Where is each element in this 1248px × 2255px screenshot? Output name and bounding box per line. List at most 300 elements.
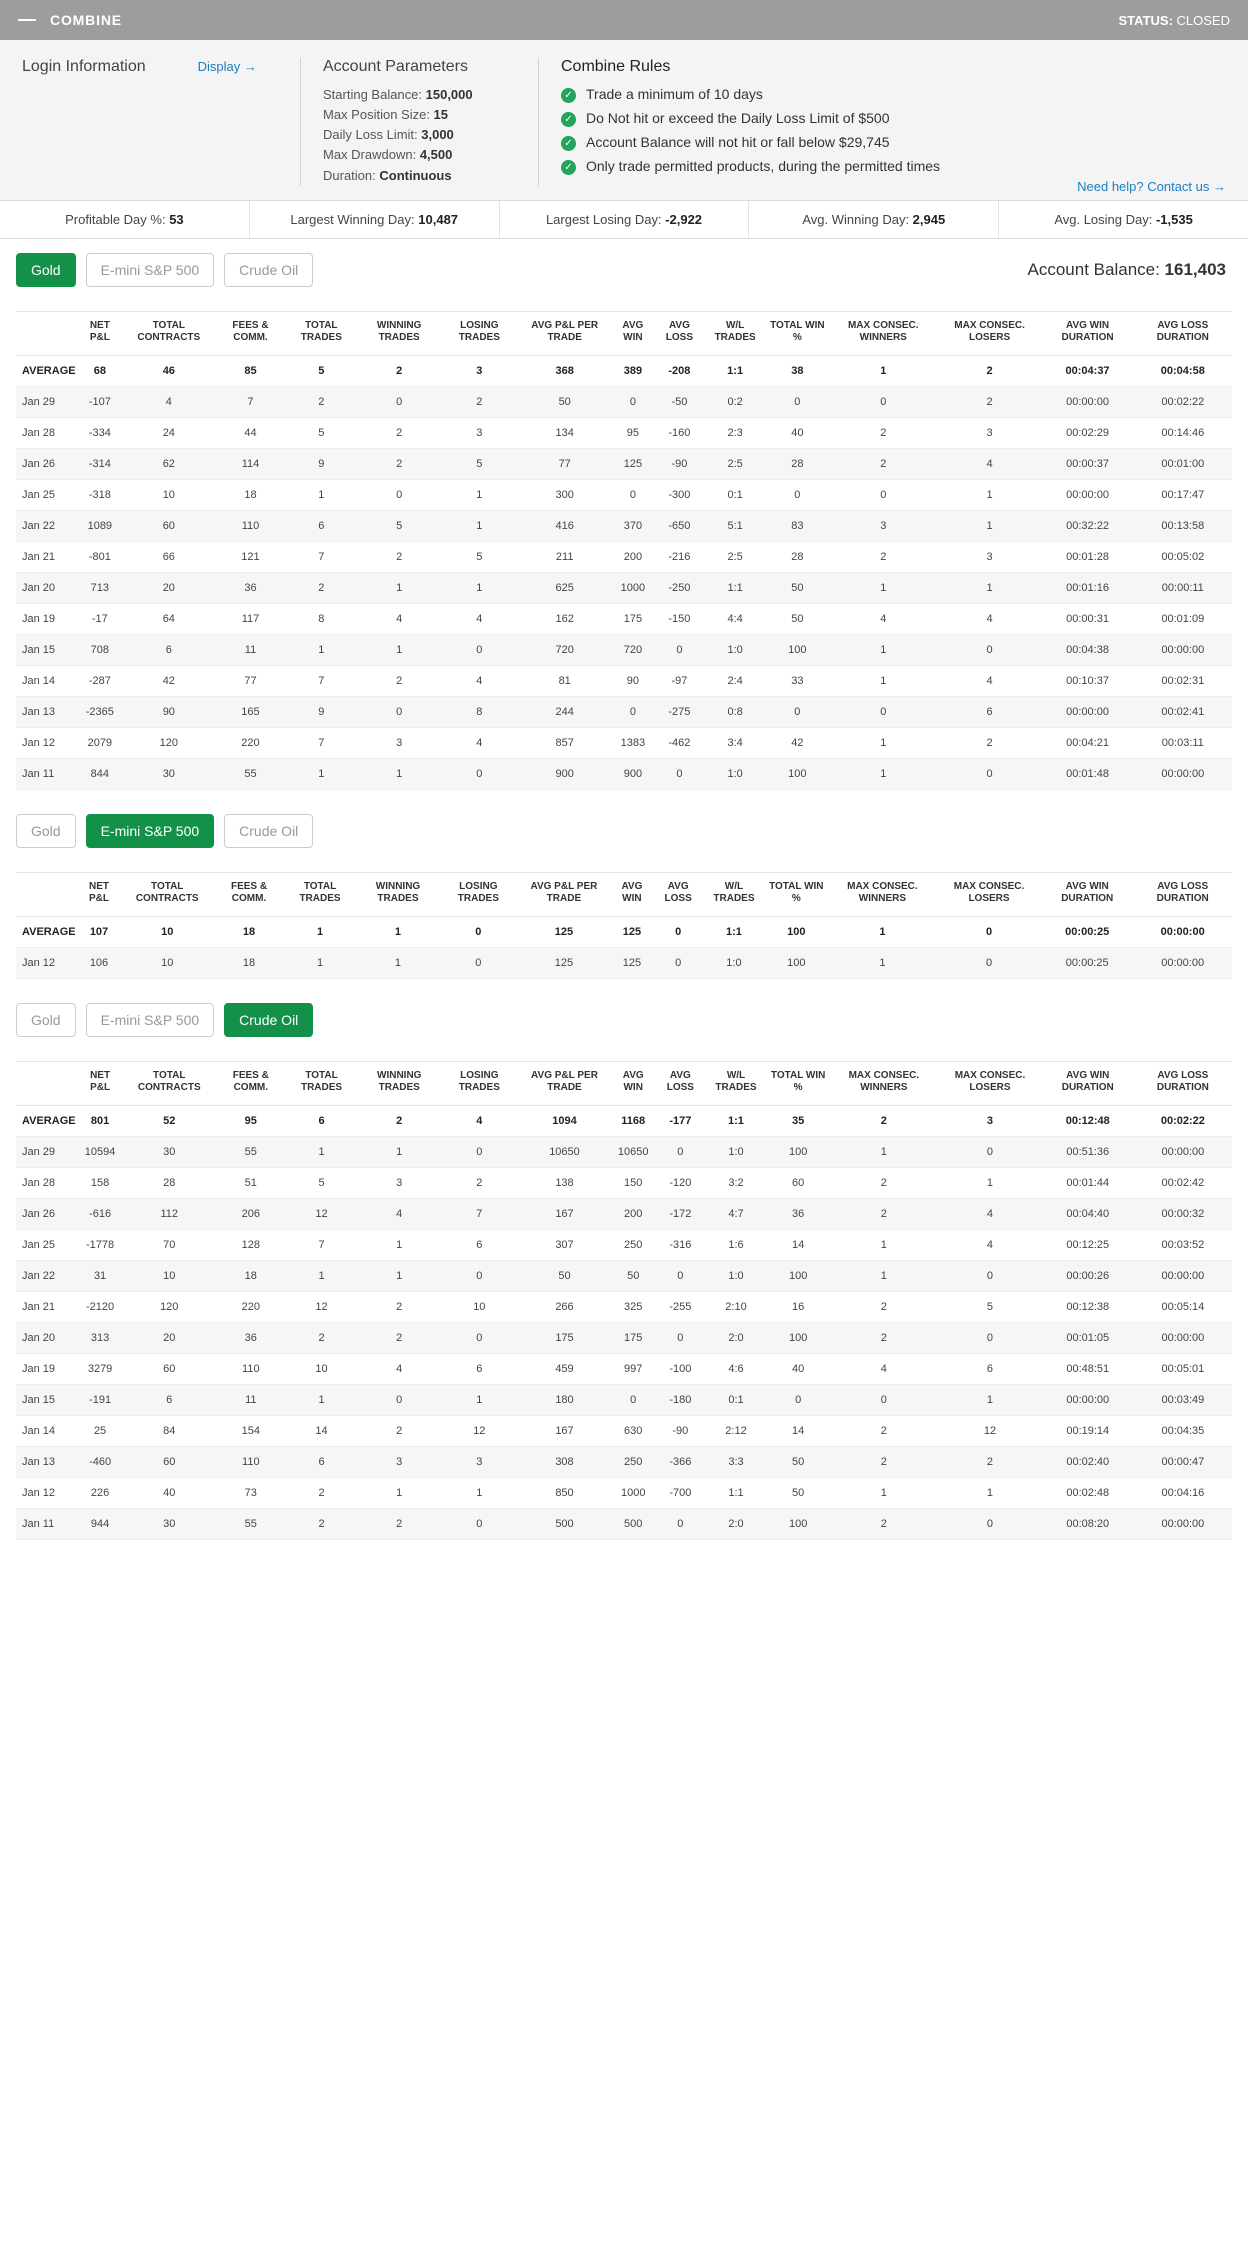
table-cell: 0 <box>441 634 518 665</box>
col-losing-trades: LOSING TRADES <box>440 872 518 916</box>
table-cell: 3279 <box>78 1353 122 1384</box>
table-cell: 125 <box>611 916 654 947</box>
col-total-contracts: TOTAL CONTRACTS <box>122 1061 216 1105</box>
table-cell: 3 <box>441 355 518 386</box>
table-cell: 2:4 <box>704 665 766 696</box>
table-cell: 00:03:52 <box>1134 1229 1232 1260</box>
table-cell: 900 <box>518 758 611 789</box>
table-cell: 0 <box>653 947 703 978</box>
table-cell: 00:03:49 <box>1134 1384 1232 1415</box>
table-cell: 4 <box>441 1105 518 1136</box>
table-cell: 00:00:00 <box>1134 1322 1232 1353</box>
col-total-trades: TOTAL TRADES <box>285 311 358 355</box>
table-cell: 4 <box>358 1198 441 1229</box>
row-label: Jan 29 <box>16 1136 78 1167</box>
table-cell: 100 <box>765 916 828 947</box>
table-cell: 00:00:25 <box>1041 916 1133 947</box>
table-cell: 0 <box>766 696 829 727</box>
table-cell: -107 <box>78 386 122 417</box>
col-avg-loss: AVG LOSS <box>655 1061 705 1105</box>
table-cell: 00:00:31 <box>1041 603 1133 634</box>
table-cell: 00:00:26 <box>1042 1260 1134 1291</box>
table-cell: 4 <box>122 386 216 417</box>
table-cell: -314 <box>78 448 122 479</box>
table-cell: 16 <box>767 1291 830 1322</box>
table-cell: 4 <box>441 665 518 696</box>
table-cell: 14 <box>767 1229 830 1260</box>
table-cell: 2 <box>830 1198 939 1229</box>
table-cell: 200 <box>611 541 654 572</box>
table-cell: -17 <box>78 603 122 634</box>
table-cell: 2 <box>830 1291 939 1322</box>
table-cell: 50 <box>766 603 829 634</box>
table-cell: 00:00:00 <box>1134 1508 1232 1539</box>
col-max-consec-winners: MAX CONSEC. WINNERS <box>828 872 937 916</box>
table-cell: 0 <box>358 479 441 510</box>
table-cell: 1 <box>284 916 357 947</box>
table-cell: 2 <box>830 1105 939 1136</box>
table-cell: 720 <box>611 634 654 665</box>
table-cell: 14 <box>767 1415 830 1446</box>
account-balance: Account Balance: 161,403 <box>1027 259 1226 279</box>
table-cell: 244 <box>518 696 611 727</box>
table-cell: 2 <box>285 1322 358 1353</box>
table-cell: 120 <box>122 1291 216 1322</box>
table-cell: 110 <box>216 510 285 541</box>
table-cell: 95 <box>611 417 654 448</box>
table-cell: 713 <box>78 572 122 603</box>
table-cell: 2 <box>829 448 938 479</box>
stats-table-crude-oil <box>16 1061 1232 1540</box>
param-starting-balance: Starting Balance: 150,000 <box>323 87 473 102</box>
stat-profitable-day-pct: Profitable Day %: 53 <box>0 201 250 238</box>
info-panel <box>0 40 1248 201</box>
top-bar <box>0 0 1248 40</box>
table-cell: -97 <box>654 665 704 696</box>
row-label: Jan 19 <box>16 603 78 634</box>
table-cell: 2 <box>358 1415 441 1446</box>
table-cell: 125 <box>611 448 654 479</box>
tab-emini-sp500-1[interactable]: E-mini S&P 500 <box>86 253 215 287</box>
table-row <box>16 479 1232 510</box>
table-cell: 0 <box>654 634 704 665</box>
table-cell: 55 <box>216 1508 285 1539</box>
table-cell: 36 <box>216 572 285 603</box>
table-cell: 1 <box>358 1477 441 1508</box>
table-cell: -90 <box>654 448 704 479</box>
table-cell: 3:4 <box>704 727 766 758</box>
table-cell: 00:14:46 <box>1134 417 1232 448</box>
col-avg-pl-per-trade: AVG P&L PER TRADE <box>517 872 611 916</box>
table-row <box>16 1353 1232 1384</box>
display-link[interactable]: Display → <box>197 59 257 74</box>
table-cell: 7 <box>285 665 358 696</box>
tab-gold-1[interactable]: Gold <box>16 253 76 287</box>
table-cell: 1 <box>358 758 441 789</box>
stat-largest-losing-day: Largest Losing Day: -2,922 <box>500 201 750 238</box>
table-cell: 389 <box>611 355 654 386</box>
table-cell: 0 <box>441 1322 518 1353</box>
row-label: Jan 29 <box>16 386 78 417</box>
table-cell: -90 <box>655 1415 705 1446</box>
table-cell: 3 <box>441 1446 518 1477</box>
table-cell: 801 <box>78 1105 122 1136</box>
hamburger-icon[interactable] <box>18 19 36 21</box>
col-winning-trades: WINNING TRADES <box>356 872 439 916</box>
col-avg-loss: AVG LOSS <box>653 872 703 916</box>
table-cell: 95 <box>216 1105 285 1136</box>
rule-text: Do Not hit or exceed the Daily Loss Limit of $500 <box>586 110 890 126</box>
table-cell: -120 <box>655 1167 705 1198</box>
rule-text: Account Balance will not hit or fall below $29,745 <box>586 134 890 150</box>
table-cell: 2 <box>285 1508 358 1539</box>
table-cell: 50 <box>611 1260 655 1291</box>
table-cell: 125 <box>611 947 654 978</box>
account-parameters-title: Account Parameters <box>323 58 468 75</box>
table-cell: 2 <box>441 386 518 417</box>
table-cell: 33 <box>766 665 829 696</box>
row-label: AVERAGE <box>16 355 78 386</box>
col-winning-trades: WINNING TRADES <box>358 311 441 355</box>
table-cell: 3:3 <box>705 1446 767 1477</box>
table-cell: 1 <box>284 947 357 978</box>
table-cell: 0 <box>938 1508 1042 1539</box>
table-cell: 00:04:58 <box>1134 355 1232 386</box>
product-tabs-3 <box>0 989 1248 1047</box>
table-cell: 00:05:14 <box>1134 1291 1232 1322</box>
table-cell: 2:0 <box>705 1322 767 1353</box>
table-cell: 1 <box>358 1229 441 1260</box>
col-avg-loss-duration: AVG LOSS DURATION <box>1134 1061 1232 1105</box>
table-cell: 52 <box>122 1105 216 1136</box>
stats-table-body-gold <box>16 355 1232 789</box>
table-cell: 30 <box>122 1136 216 1167</box>
table-cell: 8 <box>441 696 518 727</box>
product-tabs-1 <box>0 239 1248 297</box>
table-cell: 226 <box>78 1477 122 1508</box>
table-cell: 325 <box>611 1291 655 1322</box>
table-cell: 0:8 <box>704 696 766 727</box>
table-cell: 211 <box>518 541 611 572</box>
table-cell: -160 <box>654 417 704 448</box>
table-cell: 0 <box>938 634 1042 665</box>
table-cell: -366 <box>655 1446 705 1477</box>
row-label: Jan 25 <box>16 479 78 510</box>
col-losing-trades: LOSING TRADES <box>441 1061 518 1105</box>
tab-gold-3[interactable]: Gold <box>16 1003 76 1037</box>
table-cell: 0 <box>441 758 518 789</box>
table-cell: 1000 <box>611 572 654 603</box>
table-cell: 6 <box>285 1105 358 1136</box>
table-row <box>16 355 1232 386</box>
table-cell: 60 <box>122 510 216 541</box>
col-total-win-pct: TOTAL WIN % <box>766 311 829 355</box>
table-cell: 250 <box>611 1229 655 1260</box>
table-cell: 1:1 <box>705 1477 767 1508</box>
col-total-contracts: TOTAL CONTRACTS <box>122 311 216 355</box>
table-cell: 1 <box>829 665 938 696</box>
table-cell: 00:00:00 <box>1042 1384 1134 1415</box>
table-row <box>16 572 1232 603</box>
table-cell: 50 <box>518 1260 611 1291</box>
table-cell: 90 <box>611 665 654 696</box>
table-cell: 28 <box>766 541 829 572</box>
table-cell: 18 <box>214 916 283 947</box>
table-cell: 5 <box>441 541 518 572</box>
table-cell: -462 <box>654 727 704 758</box>
table-cell: 1 <box>285 1384 358 1415</box>
col-max-consec-losers: MAX CONSEC. LOSERS <box>938 311 1042 355</box>
table-cell: 167 <box>518 1415 611 1446</box>
table-cell: 1094 <box>518 1105 611 1136</box>
col-avg-loss-duration: AVG LOSS DURATION <box>1133 872 1232 916</box>
table-cell: 162 <box>518 603 611 634</box>
tab-gold-2[interactable]: Gold <box>16 814 76 848</box>
table-cell: 720 <box>518 634 611 665</box>
col-fees-comm: FEES & COMM. <box>216 311 285 355</box>
table-cell: 313 <box>78 1322 122 1353</box>
table-cell: 10 <box>122 479 216 510</box>
table-cell: 158 <box>78 1167 122 1198</box>
table-cell: 46 <box>122 355 216 386</box>
table-cell: 2 <box>358 1291 441 1322</box>
tab-crude-oil-1[interactable]: Crude Oil <box>224 253 313 287</box>
col-total-trades: TOTAL TRADES <box>285 1061 358 1105</box>
table-cell: -177 <box>655 1105 705 1136</box>
table-cell: 00:51:36 <box>1042 1136 1134 1167</box>
table-cell: 00:00:32 <box>1134 1198 1232 1229</box>
table-cell: 5 <box>285 1167 358 1198</box>
row-label: Jan 15 <box>16 634 78 665</box>
table-cell: 14 <box>285 1415 358 1446</box>
table-cell: 180 <box>518 1384 611 1415</box>
table-cell: 1 <box>441 1384 518 1415</box>
table-cell: 10594 <box>78 1136 122 1167</box>
table-cell: 50 <box>767 1446 830 1477</box>
table-cell: 1 <box>938 479 1042 510</box>
table-cell: 00:05:02 <box>1134 541 1232 572</box>
table-cell: 73 <box>216 1477 285 1508</box>
table-cell: 44 <box>216 417 285 448</box>
table-cell: 00:32:22 <box>1041 510 1133 541</box>
table-cell: -801 <box>78 541 122 572</box>
table-cell: 2 <box>938 386 1042 417</box>
table-cell: 0 <box>829 479 938 510</box>
rule-item <box>561 134 1226 151</box>
table-cell: 125 <box>517 947 611 978</box>
table-row <box>16 541 1232 572</box>
table-cell: 4 <box>938 1198 1042 1229</box>
table-cell: 844 <box>78 758 122 789</box>
tab-crude-oil-3[interactable]: Crude Oil <box>224 1003 313 1037</box>
table-cell: 120 <box>122 727 216 758</box>
table-cell: 6 <box>938 696 1042 727</box>
table-cell: 0 <box>766 386 829 417</box>
table-cell: 30 <box>122 758 216 789</box>
row-label: Jan 26 <box>16 1198 78 1229</box>
table-cell: 85 <box>216 355 285 386</box>
col-max-consec-winners: MAX CONSEC. WINNERS <box>829 311 938 355</box>
col-fees-comm: FEES & COMM. <box>214 872 283 916</box>
table-cell: 3 <box>938 1105 1042 1136</box>
tab-emini-sp500-3[interactable]: E-mini S&P 500 <box>86 1003 215 1037</box>
table-cell: 2 <box>358 1322 441 1353</box>
table-cell: 18 <box>216 479 285 510</box>
table-cell: 2 <box>830 1446 939 1477</box>
table-cell: 2079 <box>78 727 122 758</box>
table-cell: 1:1 <box>705 1105 767 1136</box>
table-cell: 40 <box>767 1353 830 1384</box>
combine-rules-column <box>538 58 1248 186</box>
table-cell: 00:02:48 <box>1042 1477 1134 1508</box>
table-cell: 4:6 <box>705 1353 767 1384</box>
table-cell: 55 <box>216 1136 285 1167</box>
table-cell: 1 <box>285 479 358 510</box>
table-cell: 10 <box>122 1260 216 1291</box>
table-cell: 250 <box>611 1446 655 1477</box>
table-cell: 1 <box>285 634 358 665</box>
table-cell: -275 <box>654 696 704 727</box>
table-cell: 1 <box>285 758 358 789</box>
stats-table-emini <box>16 872 1232 979</box>
status-badge <box>1119 13 1230 28</box>
table-cell: 00:00:00 <box>1134 1136 1232 1167</box>
table-cell: 100 <box>766 634 829 665</box>
table-cell: 00:04:37 <box>1041 355 1133 386</box>
table-cell: 7 <box>285 541 358 572</box>
row-label: Jan 11 <box>16 1508 78 1539</box>
table-cell: 84 <box>122 1415 216 1446</box>
table-cell: 0 <box>655 1508 705 1539</box>
table-cell: 2 <box>285 572 358 603</box>
table-cell: 2 <box>830 1322 939 1353</box>
table-cell: 62 <box>122 448 216 479</box>
table-row <box>16 727 1232 758</box>
table-cell: 55 <box>216 758 285 789</box>
table-header-row <box>16 872 1232 916</box>
table-cell: 00:04:21 <box>1041 727 1133 758</box>
tab-crude-oil-2[interactable]: Crude Oil <box>224 814 313 848</box>
table-cell: 165 <box>216 696 285 727</box>
table-cell: 2 <box>358 1508 441 1539</box>
table-cell: 0 <box>611 696 654 727</box>
table-cell: 1 <box>358 1260 441 1291</box>
col-total-trades: TOTAL TRADES <box>284 872 357 916</box>
table-cell: 1:1 <box>704 355 766 386</box>
table-cell: 66 <box>122 541 216 572</box>
table-cell: 0 <box>441 1508 518 1539</box>
col-avg-pl-per-trade: AVG P&L PER TRADE <box>518 1061 611 1105</box>
table-cell: 00:02:40 <box>1042 1446 1134 1477</box>
table-cell: 100 <box>765 947 828 978</box>
table-cell: 00:01:05 <box>1042 1322 1134 1353</box>
row-label: Jan 14 <box>16 1415 78 1446</box>
table-cell: -650 <box>654 510 704 541</box>
table-cell: 100 <box>766 758 829 789</box>
col-max-consec-losers: MAX CONSEC. LOSERS <box>937 872 1041 916</box>
table-cell: 18 <box>214 947 283 978</box>
table-cell: 100 <box>767 1260 830 1291</box>
table-cell: 0 <box>938 758 1042 789</box>
tab-emini-sp500-2[interactable]: E-mini S&P 500 <box>86 814 215 848</box>
table-cell: 7 <box>441 1198 518 1229</box>
table-cell: 0 <box>655 1260 705 1291</box>
summary-stats-bar <box>0 201 1248 239</box>
table-cell: 0 <box>440 916 518 947</box>
table-cell: 0 <box>938 1260 1042 1291</box>
table-cell: 500 <box>518 1508 611 1539</box>
table-cell: 307 <box>518 1229 611 1260</box>
table-cell: 00:02:41 <box>1134 696 1232 727</box>
col-wl-trades: W/L TRADES <box>705 1061 767 1105</box>
table-cell: 6 <box>122 634 216 665</box>
table-cell: 0 <box>611 386 654 417</box>
status-value: CLOSED <box>1172 12 1230 28</box>
col-date <box>16 872 78 916</box>
table-cell: 00:00:47 <box>1134 1446 1232 1477</box>
table-cell: 106 <box>78 947 120 978</box>
table-cell: 12 <box>441 1415 518 1446</box>
col-avg-win-duration: AVG WIN DURATION <box>1041 872 1133 916</box>
table-cell: 308 <box>518 1446 611 1477</box>
col-avg-win: AVG WIN <box>611 311 654 355</box>
table-row <box>16 758 1232 789</box>
table-cell: 2 <box>830 1508 939 1539</box>
table-cell: -318 <box>78 479 122 510</box>
table-cell: 2 <box>285 386 358 417</box>
table-header-row <box>16 311 1232 355</box>
table-cell: 1:1 <box>704 572 766 603</box>
table-cell: 1:0 <box>703 947 765 978</box>
col-net-pl: NET P&L <box>78 311 122 355</box>
table-cell: 68 <box>78 355 122 386</box>
table-cell: 1 <box>938 510 1042 541</box>
table-cell: 1 <box>441 510 518 541</box>
table-cell: 2 <box>285 1477 358 1508</box>
col-date <box>16 311 78 355</box>
col-net-pl: NET P&L <box>78 872 120 916</box>
table-cell: 00:00:37 <box>1041 448 1133 479</box>
login-information-title: Login Information <box>22 58 146 75</box>
table-cell: 00:12:48 <box>1042 1105 1134 1136</box>
table-cell: 0 <box>938 1322 1042 1353</box>
table-cell: 110 <box>216 1446 285 1477</box>
table-cell: 850 <box>518 1477 611 1508</box>
table-cell: 1 <box>938 1167 1042 1198</box>
row-label: AVERAGE <box>16 1105 78 1136</box>
row-label: Jan 22 <box>16 510 78 541</box>
table-cell: 1:6 <box>705 1229 767 1260</box>
table-cell: 00:04:40 <box>1042 1198 1134 1229</box>
table-row <box>16 1415 1232 1446</box>
table-cell: -250 <box>654 572 704 603</box>
table-cell: 10 <box>120 916 214 947</box>
rule-item <box>561 158 1226 175</box>
table-cell: 0 <box>358 696 441 727</box>
table-cell: 266 <box>518 1291 611 1322</box>
row-label: Jan 15 <box>16 1384 78 1415</box>
col-date <box>16 1061 78 1105</box>
table-cell: 100 <box>767 1322 830 1353</box>
table-cell: 35 <box>767 1105 830 1136</box>
table-cell: 0:1 <box>705 1384 767 1415</box>
table-cell: 30 <box>122 1508 216 1539</box>
table-cell: 2:3 <box>704 417 766 448</box>
contact-us-link[interactable]: Need help? Contact us → <box>1077 178 1226 194</box>
table-cell: 00:19:14 <box>1042 1415 1134 1446</box>
table-cell: 50 <box>767 1477 830 1508</box>
table-cell: 4:4 <box>704 603 766 634</box>
